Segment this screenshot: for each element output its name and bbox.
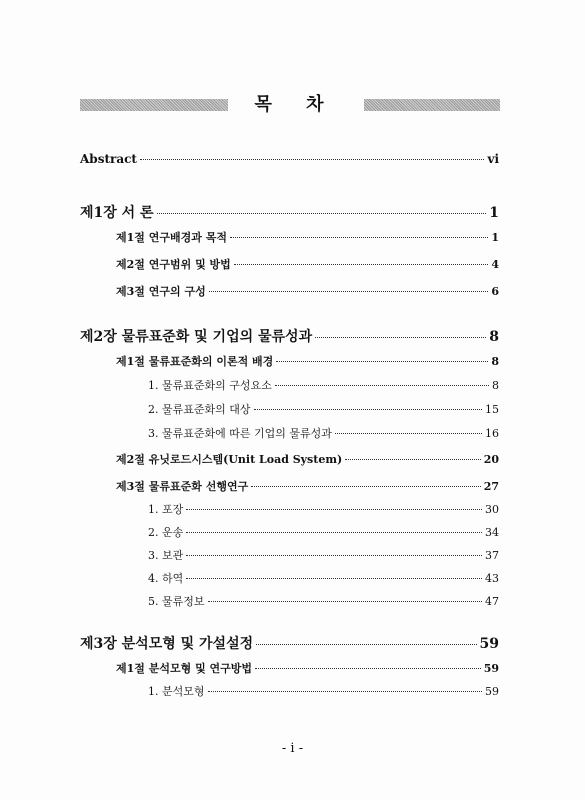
toc-entry-item-2-3-4 xyxy=(148,570,499,586)
leader-dots xyxy=(208,601,483,602)
entry-label: 2. 물류표준화의 대상 xyxy=(148,403,251,416)
entry-label: 3. 물류표준화에 따른 기업의 물류성과 xyxy=(148,427,332,440)
entry-page: 59 xyxy=(479,636,499,652)
leader-dots xyxy=(230,237,488,238)
entry-page: 8 xyxy=(492,379,499,392)
entry-label: 제1절 분석모형 및 연구방법 xyxy=(116,662,253,675)
toc-entry-section-2-1 xyxy=(116,353,499,369)
toc-entry-item-2-1-1 xyxy=(148,377,499,393)
leader-dots xyxy=(208,691,483,692)
entry-page: 6 xyxy=(491,285,499,298)
entry-page: 1 xyxy=(491,231,499,244)
leader-dots xyxy=(315,337,486,338)
toc-entry-section-1-3 xyxy=(116,283,499,299)
entry-page: 30 xyxy=(485,503,499,516)
leader-dots xyxy=(186,509,482,510)
toc-entry-section-1-1 xyxy=(116,229,499,245)
toc-entry-chapter-1 xyxy=(80,202,499,222)
toc-entry-section-2-3 xyxy=(116,478,499,494)
header-decorative-bar-left xyxy=(80,99,228,111)
toc-entry-item-2-3-2 xyxy=(148,524,499,540)
entry-label: 제1장 서 론 xyxy=(80,205,154,221)
toc-entry-chapter-2 xyxy=(80,326,499,346)
toc-entry-section-3-1 xyxy=(116,660,499,676)
entry-page: 20 xyxy=(483,453,499,466)
entry-label: 5. 물류정보 xyxy=(148,595,205,608)
entry-label: 1. 포장 xyxy=(148,503,184,516)
entry-page: 43 xyxy=(485,572,499,585)
entry-label: 4. 하역 xyxy=(148,572,184,585)
entry-label: 1. 물류표준화의 구성요소 xyxy=(148,379,272,392)
entry-label: 제2절 유닛로드시스템(Unit Load System) xyxy=(116,453,343,466)
entry-page: 37 xyxy=(485,549,499,562)
leader-dots xyxy=(186,532,482,533)
entry-page: 4 xyxy=(491,258,499,271)
leader-dots xyxy=(276,361,488,362)
entry-page: 59 xyxy=(485,685,499,698)
toc-title: 목 차 xyxy=(254,94,338,115)
entry-page: 8 xyxy=(491,355,499,368)
entry-label: 2. 운송 xyxy=(148,526,184,539)
leader-dots xyxy=(335,433,482,434)
toc-entry-item-2-3-3 xyxy=(148,547,499,563)
page-number: - i - xyxy=(281,741,304,756)
entry-page: 34 xyxy=(485,526,499,539)
entry-label: 제2절 연구범위 및 방법 xyxy=(116,258,231,271)
toc-entry-section-1-2 xyxy=(116,256,499,272)
entry-label: 3. 보관 xyxy=(148,549,184,562)
toc-header xyxy=(80,92,500,118)
toc-entry-section-2-2 xyxy=(116,451,499,467)
leader-dots xyxy=(254,409,483,410)
leader-dots xyxy=(157,213,487,214)
entry-label: 제3장 분석모형 및 가설설정 xyxy=(80,636,254,652)
entry-page: 1 xyxy=(489,205,499,221)
entry-page: 16 xyxy=(485,427,499,440)
leader-dots xyxy=(255,668,481,669)
leader-dots xyxy=(234,264,489,265)
entry-label: 제3절 연구의 구성 xyxy=(116,285,206,298)
entry-label: 제1절 연구배경과 목적 xyxy=(116,231,227,244)
entry-label: 1. 분석모형 xyxy=(148,685,205,698)
toc-entry-item-2-1-3 xyxy=(148,425,499,441)
leader-dots xyxy=(186,578,482,579)
leader-dots xyxy=(209,291,489,292)
leader-dots xyxy=(345,459,481,460)
toc-entry-chapter-3 xyxy=(80,633,499,653)
leader-dots xyxy=(140,159,485,160)
entry-page: 15 xyxy=(485,403,499,416)
header-decorative-bar-right xyxy=(364,99,500,111)
leader-dots xyxy=(186,555,482,556)
toc-entry-item-3-1-1 xyxy=(148,683,499,699)
toc-entry-abstract xyxy=(80,152,499,166)
entry-page: 59 xyxy=(483,662,499,675)
entry-label: 제3절 물류표준화 선행연구 xyxy=(116,480,249,493)
toc-entry-item-2-3-1 xyxy=(148,501,499,517)
toc-entry-item-2-3-5 xyxy=(148,593,499,609)
entry-page: vi xyxy=(487,152,499,166)
entry-page: 8 xyxy=(489,329,499,345)
leader-dots xyxy=(275,385,489,386)
toc-entry-item-2-1-2 xyxy=(148,401,499,417)
entry-page: 27 xyxy=(483,480,499,493)
entry-label: 제1절 물류표준화의 이론적 배경 xyxy=(116,355,274,368)
entry-label: Abstract xyxy=(80,152,137,166)
leader-dots xyxy=(251,486,480,487)
entry-page: 47 xyxy=(485,595,499,608)
entry-label: 제2장 물류표준화 및 기업의 물류성과 xyxy=(80,329,313,345)
leader-dots xyxy=(256,644,476,645)
